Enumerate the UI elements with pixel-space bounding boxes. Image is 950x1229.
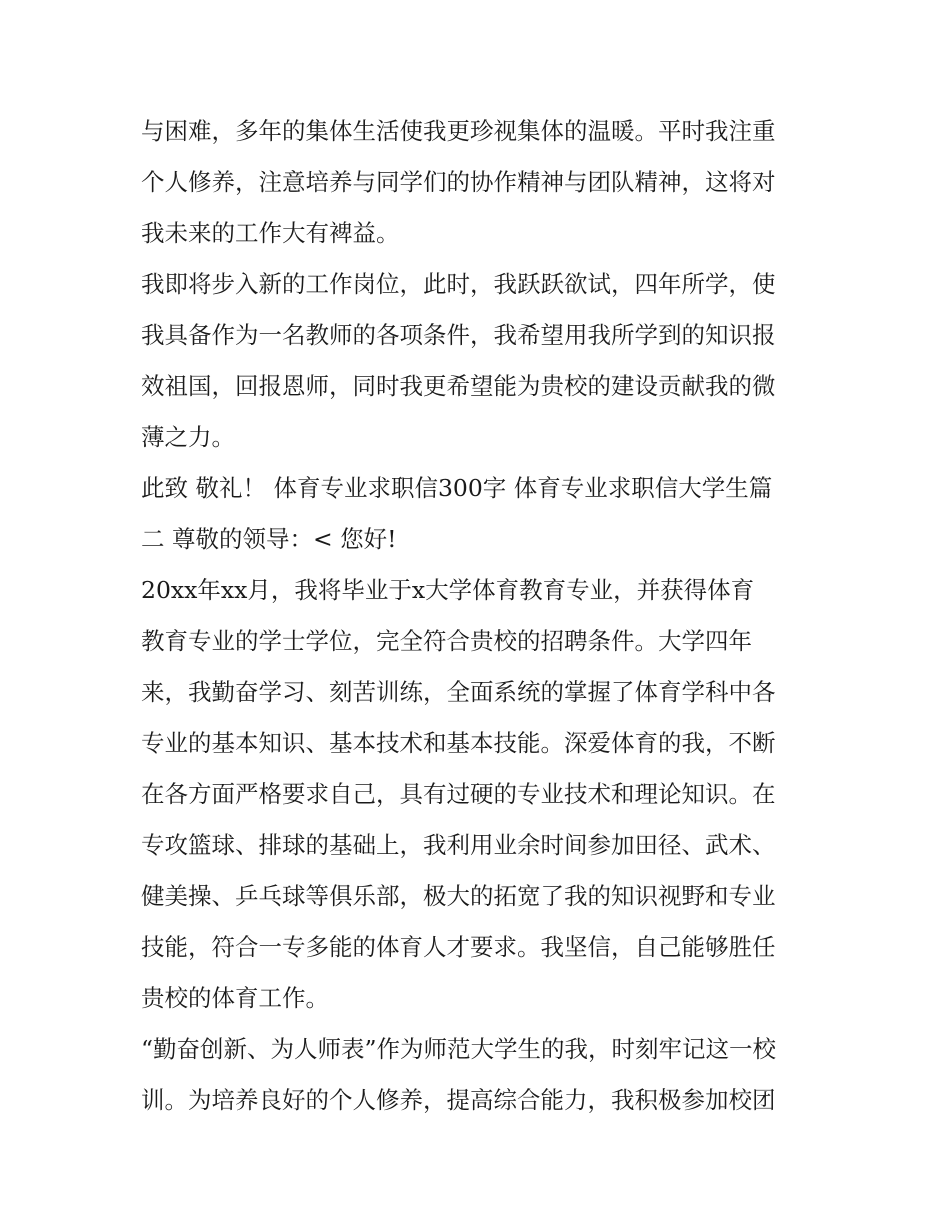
text-line: 二 尊敬的领导：< 您好! xyxy=(141,525,397,553)
text-line: 在各方面严格要求自己，具有过硬的专业技术和理论知识。在 xyxy=(141,780,776,808)
text-line: 贵校的体育工作。 xyxy=(141,984,329,1012)
text-line: 我未来的工作大有裨益。 xyxy=(141,219,400,247)
text-line: 与困难，多年的集体生活使我更珍视集体的温暖。平时我注重 xyxy=(141,117,776,145)
text-line: 效祖国，回报恩师，同时我更希望能为贵校的建设贡献我的微 xyxy=(141,372,776,400)
text-line: 技能，符合一专多能的体育人才要求。我坚信，自己能够胜任 xyxy=(141,933,776,961)
text-line: 来，我勤奋学习、刻苦训练，全面系统的掌握了体育学科中各 xyxy=(141,678,776,706)
text-line: 专攻篮球、排球的基础上，我利用业余时间参加田径、武术、 xyxy=(141,831,776,859)
text-line: 薄之力。 xyxy=(141,423,235,451)
text-line: 此致 敬礼！ 体育专业求职信300字 体育专业求职信大学生篇 xyxy=(141,474,773,502)
text-line: 健美操、乒乓球等俱乐部，极大的拓宽了我的知识视野和专业 xyxy=(141,882,776,910)
text-line: 我具备作为一名教师的各项条件，我希望用我所学到的知识报 xyxy=(141,321,776,349)
text-line: “勤奋创新、为人师表”作为师范大学生的我，时刻牢记这一校 xyxy=(141,1035,777,1063)
document-body xyxy=(141,106,821,1126)
text-line: 我即将步入新的工作岗位，此时，我跃跃欲试，四年所学，使 xyxy=(141,270,776,298)
text-line: 教育专业的学士学位，完全符合贵校的招聘条件。大学四年 xyxy=(141,627,752,655)
text-line: 专业的基本知识、基本技术和基本技能。深爱体育的我，不断 xyxy=(141,729,776,757)
text-line: 训。为培养良好的个人修养，提高综合能力，我积极参加校团 xyxy=(141,1086,776,1114)
text-line: 个人修养，注意培养与同学们的协作精神与团队精神，这将对 xyxy=(141,168,776,196)
text-line: 20xx年xx月，我将毕业于x大学体育教育专业，并获得体育 xyxy=(141,576,755,604)
